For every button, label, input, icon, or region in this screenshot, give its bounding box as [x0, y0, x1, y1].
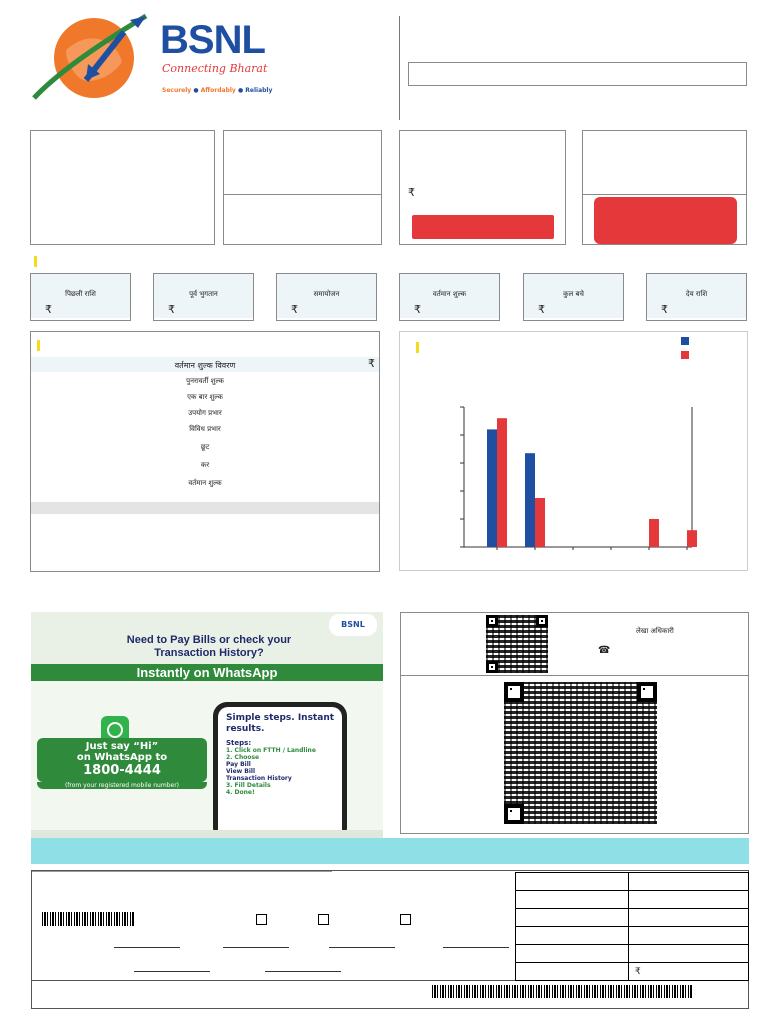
slogan-item: Reliably — [245, 87, 273, 94]
charge-row-label: उपयोग प्रभार — [188, 409, 222, 417]
slip-field-line[interactable] — [114, 947, 180, 948]
whatsapp-ad — [31, 612, 383, 838]
ad-step: 4. Done! — [226, 789, 255, 796]
due-date-highlight — [594, 197, 737, 244]
qr-panel — [400, 612, 749, 834]
customer-info-box — [30, 130, 215, 245]
ad-footer-strip — [31, 830, 383, 838]
brand-slogan: Securely ● Affordably ● Reliably — [162, 87, 273, 94]
summary-cell — [646, 273, 747, 321]
ad-step: 2. Choose — [226, 754, 260, 761]
slip-barcode — [42, 912, 134, 926]
ad-cta-line1: Just say “Hi” — [85, 741, 159, 752]
charges-header-label: वर्तमान शुल्क विवरण — [174, 361, 236, 370]
ad-steps-title: Steps: — [226, 739, 252, 747]
qr-divider — [401, 675, 748, 676]
box-divider — [583, 194, 746, 195]
slip-barcode-long — [432, 985, 692, 998]
ad-phone-title: Simple steps. Instant results. — [226, 713, 335, 734]
charge-row-label: कर — [200, 461, 210, 469]
ad-banner — [31, 664, 383, 681]
charge-row-label: छूट — [200, 443, 210, 451]
section-marker — [37, 340, 40, 351]
payment-mode-checkbox[interactable] — [256, 914, 267, 925]
slip-field-line[interactable] — [329, 947, 395, 948]
brand-name: BSNL — [160, 18, 265, 62]
amount-currency: ₹ — [408, 186, 415, 199]
slip-field-line[interactable] — [223, 947, 289, 948]
payment-mode-checkbox[interactable] — [400, 914, 411, 925]
summary-label: समायोजन — [277, 274, 376, 318]
ad-headline: Need to Pay Bills or check your Transaction History? — [126, 634, 292, 659]
summary-currency: ₹ — [168, 303, 175, 316]
payment-slip — [31, 870, 749, 1009]
pay-now-button[interactable] — [412, 215, 554, 239]
summary-cell — [30, 273, 131, 321]
bar — [687, 530, 697, 547]
summary-currency: ₹ — [291, 303, 298, 316]
usage-chart-panel — [399, 331, 748, 571]
bar — [535, 498, 545, 547]
slip-field-line[interactable] — [265, 971, 341, 972]
table-row — [516, 945, 749, 963]
table-row — [516, 963, 749, 981]
bar-chart — [400, 332, 749, 572]
bill-info-box — [223, 130, 382, 245]
ad-bsnl-logo — [329, 614, 377, 636]
amount-due-box — [399, 130, 566, 245]
ad-step: Pay Bill — [226, 761, 251, 768]
summary-cell — [276, 273, 377, 321]
address-field — [408, 62, 747, 86]
summary-label: पिछली राशि — [31, 274, 130, 318]
slip-top-line — [32, 871, 332, 872]
accounts-officer-label: लेखा अधिकारी — [636, 627, 674, 635]
ad-phone — [213, 702, 347, 838]
due-date-box — [582, 130, 747, 245]
summary-cell — [523, 273, 624, 321]
summary-label: देय राशि — [647, 274, 746, 318]
bar — [525, 453, 535, 547]
summary-label: पूर्व भुगतान — [154, 274, 253, 318]
ad-step: View Bill — [226, 768, 256, 775]
table-row — [516, 909, 749, 927]
charge-row-label: एक बार शुल्क — [187, 393, 223, 401]
ad-cta-box — [37, 738, 207, 782]
summary-cell — [153, 273, 254, 321]
ad-cta-number: 1800-4444 — [83, 763, 161, 778]
ad-banner-text: Instantly on WhatsApp — [136, 665, 278, 680]
slip-currency: ₹ — [629, 963, 749, 981]
charge-row-label: विविध प्रभार — [189, 425, 221, 433]
phone-icon: ☎ — [598, 645, 611, 656]
ad-step: 3. Fill Details — [226, 782, 271, 789]
bar — [649, 519, 659, 547]
charges-panel — [30, 331, 380, 572]
summary-currency: ₹ — [45, 303, 52, 316]
slip-field-line[interactable] — [443, 947, 509, 948]
slogan-item: Securely — [162, 87, 192, 94]
bill-info-divider — [224, 194, 381, 195]
summary-label: वर्तमान शुल्क — [400, 274, 499, 318]
payment-mode-checkbox[interactable] — [318, 914, 329, 925]
summary-label: कुल बचे — [524, 274, 623, 318]
summary-currency: ₹ — [661, 303, 668, 316]
payment-qr-code[interactable] — [504, 682, 657, 824]
ad-step: Transaction History — [226, 775, 292, 782]
ad-step: 1. Click on FTTH / Landline — [226, 747, 316, 754]
summary-currency: ₹ — [538, 303, 545, 316]
charges-currency: ₹ — [368, 357, 375, 370]
ad-cta-line2: on WhatsApp to — [76, 752, 168, 763]
brand-tagline: Connecting Bharat — [162, 62, 268, 75]
summary-currency: ₹ — [414, 303, 421, 316]
header-divider — [399, 16, 400, 120]
charge-row-label: वर्तमान शुल्क — [188, 479, 222, 487]
table-row — [516, 927, 749, 945]
summary-cell — [399, 273, 500, 321]
small-qr-code — [486, 615, 548, 673]
cut-here-band — [31, 838, 749, 864]
ad-phone-screen — [218, 707, 342, 838]
ad-bsnl-logo-text: BSNL — [341, 620, 365, 629]
charge-row-label: पुनरावर्ती शुल्क — [186, 377, 224, 385]
bar — [497, 418, 507, 547]
charges-total-row — [31, 502, 379, 514]
table-row — [516, 891, 749, 909]
slogan-item: Affordably — [200, 87, 236, 94]
table-row — [516, 873, 749, 891]
section-marker — [34, 256, 37, 267]
slip-field-line[interactable] — [134, 971, 210, 972]
charges-header-row — [31, 357, 379, 372]
slip-detail-table — [515, 872, 749, 981]
bar — [487, 429, 497, 547]
ad-note: (from your registered mobile number) — [37, 782, 207, 789]
